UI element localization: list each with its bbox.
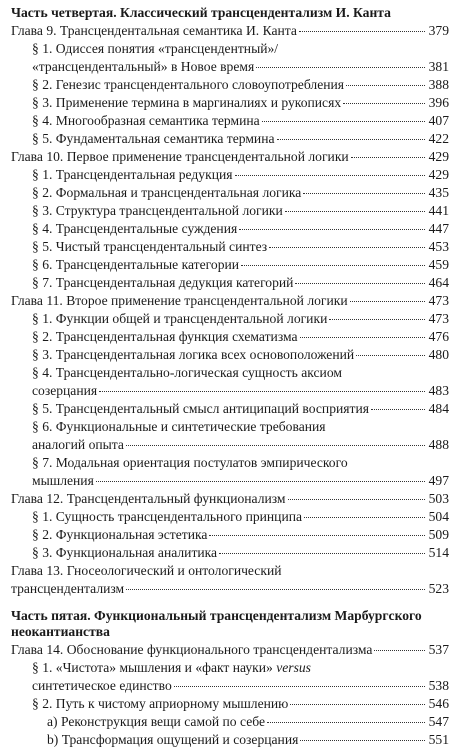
toc-entry-section[interactable] bbox=[0, 454, 460, 490]
toc-entry-section[interactable] bbox=[0, 310, 460, 328]
dot-leader bbox=[262, 121, 425, 122]
entry-title: § 2. Генезис трансцендентального словоупотребления bbox=[32, 77, 345, 92]
page-number: 388 bbox=[428, 77, 449, 92]
entry-title-continued: аналогий опыта bbox=[32, 437, 124, 452]
toc-entry-chapter[interactable] bbox=[0, 148, 460, 166]
dot-leader bbox=[269, 247, 425, 248]
toc-entry-section[interactable] bbox=[0, 130, 460, 148]
toc-entry-subsection[interactable] bbox=[0, 713, 460, 731]
toc-entry-section[interactable] bbox=[0, 346, 460, 364]
page-number: 396 bbox=[428, 95, 449, 110]
page-number: 547 bbox=[428, 714, 449, 729]
entry-title-text: § 1. «Чистота» мышления и «факт науки» bbox=[32, 660, 277, 675]
part-title: Часть пятая. Функциональный трансцендентализм Марбургского bbox=[11, 608, 422, 623]
entry-title: § 6. Трансцендентальные категории bbox=[32, 257, 240, 272]
page-number: 441 bbox=[428, 203, 449, 218]
entry-title: § 7. Модальная ориентация постулатов эмпирического bbox=[32, 455, 348, 470]
dot-leader bbox=[267, 722, 425, 723]
toc-entry-section[interactable] bbox=[0, 364, 460, 400]
entry-title: Глава 10. Первое применение трансцендентальной логики bbox=[11, 149, 349, 164]
entry-title-continued: мышления bbox=[32, 473, 94, 488]
toc-entry-chapter[interactable] bbox=[0, 22, 460, 40]
entry-title: § 5. Фундаментальная семантика термина bbox=[32, 131, 275, 146]
page-number: 473 bbox=[428, 311, 449, 326]
dot-leader bbox=[346, 85, 425, 86]
dot-leader bbox=[351, 157, 425, 158]
page-number: 459 bbox=[428, 257, 449, 272]
entry-title: § 3. Структура трансцендентальной логики bbox=[32, 203, 283, 218]
toc-entry-section[interactable] bbox=[0, 112, 460, 130]
entry-title: § 5. Чистый трансцендентальный синтез bbox=[32, 239, 268, 254]
entry-title: Глава 11. Второе применение трансцендентальной логики bbox=[11, 293, 348, 308]
page-number: 537 bbox=[428, 642, 449, 657]
dot-leader bbox=[256, 67, 425, 68]
toc-entry-section[interactable] bbox=[0, 238, 460, 256]
entry-title-continued: «трансцендентальный» в Новое время bbox=[32, 59, 255, 74]
toc-entry-section[interactable] bbox=[0, 184, 460, 202]
dot-leader bbox=[277, 139, 425, 140]
entry-title: Глава 9. Трансцендентальная семантика И. Канта bbox=[11, 23, 297, 38]
page-number: 429 bbox=[428, 167, 449, 182]
entry-title: § 3. Трансцендентальная логика всех основоположений bbox=[32, 347, 355, 362]
dot-leader bbox=[288, 499, 425, 500]
entry-title bbox=[32, 659, 311, 677]
page-number: 429 bbox=[428, 149, 449, 164]
toc-entry-section[interactable] bbox=[0, 202, 460, 220]
entry-title: Глава 12. Трансцендентальный функционализм bbox=[11, 491, 286, 506]
page-number: 473 bbox=[428, 293, 449, 308]
page-number: 453 bbox=[428, 239, 449, 254]
toc-entry-section[interactable] bbox=[0, 76, 460, 94]
entry-title: § 6. Функциональные и синтетические требования bbox=[32, 419, 326, 434]
entry-title: Глава 14. Обоснование функционального трансцендентализма bbox=[11, 642, 373, 657]
page-number: 546 bbox=[428, 696, 449, 711]
dot-leader bbox=[174, 686, 425, 687]
entry-title: § 2. Путь к чистому априорному мышлению bbox=[32, 696, 289, 711]
page-number: 514 bbox=[428, 545, 449, 560]
page-number: 484 bbox=[428, 401, 449, 416]
page-number: 523 bbox=[428, 581, 449, 596]
entry-title: § 5. Трансцендентальный смысл антиципаций восприятия bbox=[32, 401, 369, 416]
toc-entry-section[interactable] bbox=[0, 94, 460, 112]
page-number: 435 bbox=[428, 185, 449, 200]
page-number: 422 bbox=[428, 131, 449, 146]
toc-entry-chapter[interactable] bbox=[0, 292, 460, 310]
part-title: Часть четвертая. Классический трансцендентализм И. Канта bbox=[11, 5, 391, 20]
dot-leader bbox=[219, 553, 425, 554]
page-number: 503 bbox=[428, 491, 449, 506]
entry-title: § 1. Сущность трансцендентального принципа bbox=[32, 509, 303, 524]
toc-entry-section[interactable] bbox=[0, 166, 460, 184]
toc-entry-section[interactable] bbox=[0, 256, 460, 274]
page-number: 476 bbox=[428, 329, 449, 344]
dot-leader bbox=[235, 175, 426, 176]
page-number: 480 bbox=[428, 347, 449, 362]
page-number: 497 bbox=[428, 473, 449, 488]
dot-leader bbox=[290, 704, 425, 705]
page-number: 381 bbox=[428, 59, 449, 74]
entry-title: § 7. Трансцендентальная дедукция категорий bbox=[32, 275, 294, 290]
page-number: 407 bbox=[428, 113, 449, 128]
toc-entry-subsection[interactable] bbox=[0, 731, 460, 749]
entry-title: § 4. Трансцендентальные суждения bbox=[32, 221, 238, 236]
toc-entry-chapter[interactable] bbox=[0, 562, 460, 598]
dot-leader bbox=[96, 481, 425, 482]
page-number: 447 bbox=[428, 221, 449, 236]
entry-title: § 4. Трансцендентально-логическая сущность аксиом bbox=[32, 365, 342, 380]
toc-entry-chapter[interactable] bbox=[0, 641, 460, 659]
toc-entry-section[interactable] bbox=[0, 40, 460, 76]
entry-title: § 2. Трансцендентальная функция схематизма bbox=[32, 329, 298, 344]
entry-title: § 3. Применение термина в маргиналиях и рукописях bbox=[32, 95, 342, 110]
toc-entry-section[interactable] bbox=[0, 659, 460, 695]
dot-leader bbox=[241, 265, 425, 266]
toc-entry-section[interactable] bbox=[0, 544, 460, 562]
entry-title: Глава 13. Гносеологический и онтологический bbox=[11, 563, 282, 578]
entry-title: § 1. Трансцендентальная редукция bbox=[32, 167, 233, 182]
toc-entry-chapter[interactable] bbox=[0, 490, 460, 508]
dot-leader bbox=[300, 337, 425, 338]
entry-title: a) Реконструкция вещи самой по себе bbox=[47, 714, 266, 729]
page-number: 464 bbox=[428, 275, 449, 290]
part-title-continued: неокантианства bbox=[11, 624, 110, 639]
dot-leader bbox=[371, 409, 425, 410]
dot-leader bbox=[126, 445, 425, 446]
entry-title-emphasis: versus bbox=[276, 660, 311, 675]
page-number: 504 bbox=[428, 509, 449, 524]
entry-title-continued: трансцендентализм bbox=[11, 581, 125, 596]
dot-leader bbox=[374, 650, 425, 651]
page-number: 483 bbox=[428, 383, 449, 398]
dot-leader bbox=[343, 103, 425, 104]
dot-leader bbox=[303, 193, 425, 194]
dot-leader bbox=[126, 589, 425, 590]
page-number: 488 bbox=[428, 437, 449, 452]
page-number: 538 bbox=[428, 678, 449, 693]
entry-title: § 1. Функции общей и трансцендентальной логики bbox=[32, 311, 328, 326]
entry-title: § 4. Многообразная семантика термина bbox=[32, 113, 260, 128]
page-number: 551 bbox=[428, 732, 449, 747]
entry-title: § 2. Функциональная эстетика bbox=[32, 527, 208, 542]
toc-entry-section[interactable] bbox=[0, 695, 460, 713]
toc-entry-section[interactable] bbox=[0, 220, 460, 238]
page-number: 379 bbox=[428, 23, 449, 38]
toc-entry-section[interactable] bbox=[0, 508, 460, 526]
entry-title: § 1. Одиссея понятия «трансцендентный»/ bbox=[32, 41, 279, 56]
entry-title-continued: созерцания bbox=[32, 383, 98, 398]
dot-leader bbox=[329, 319, 425, 320]
toc-entry-section[interactable] bbox=[0, 328, 460, 346]
toc-entry-section[interactable] bbox=[0, 400, 460, 418]
dot-leader bbox=[99, 391, 425, 392]
dot-leader bbox=[350, 301, 425, 302]
entry-title-continued: синтетическое единство bbox=[32, 678, 172, 693]
dot-leader bbox=[304, 517, 425, 518]
entry-title: b) Трансформация ощущений и созерцания bbox=[47, 732, 299, 747]
dot-leader bbox=[295, 283, 425, 284]
dot-leader bbox=[300, 740, 425, 741]
toc-entry-section[interactable] bbox=[0, 418, 460, 454]
page-number: 509 bbox=[428, 527, 449, 542]
dot-leader bbox=[239, 229, 425, 230]
entry-title: § 3. Функциональная аналитика bbox=[32, 545, 218, 560]
toc-entry-section[interactable] bbox=[0, 274, 460, 292]
dot-leader bbox=[356, 355, 425, 356]
toc-entry-section[interactable] bbox=[0, 526, 460, 544]
dot-leader bbox=[209, 535, 425, 536]
dot-leader bbox=[285, 211, 425, 212]
entry-title: § 2. Формальная и трансцендентальная логика bbox=[32, 185, 302, 200]
dot-leader bbox=[299, 31, 425, 32]
